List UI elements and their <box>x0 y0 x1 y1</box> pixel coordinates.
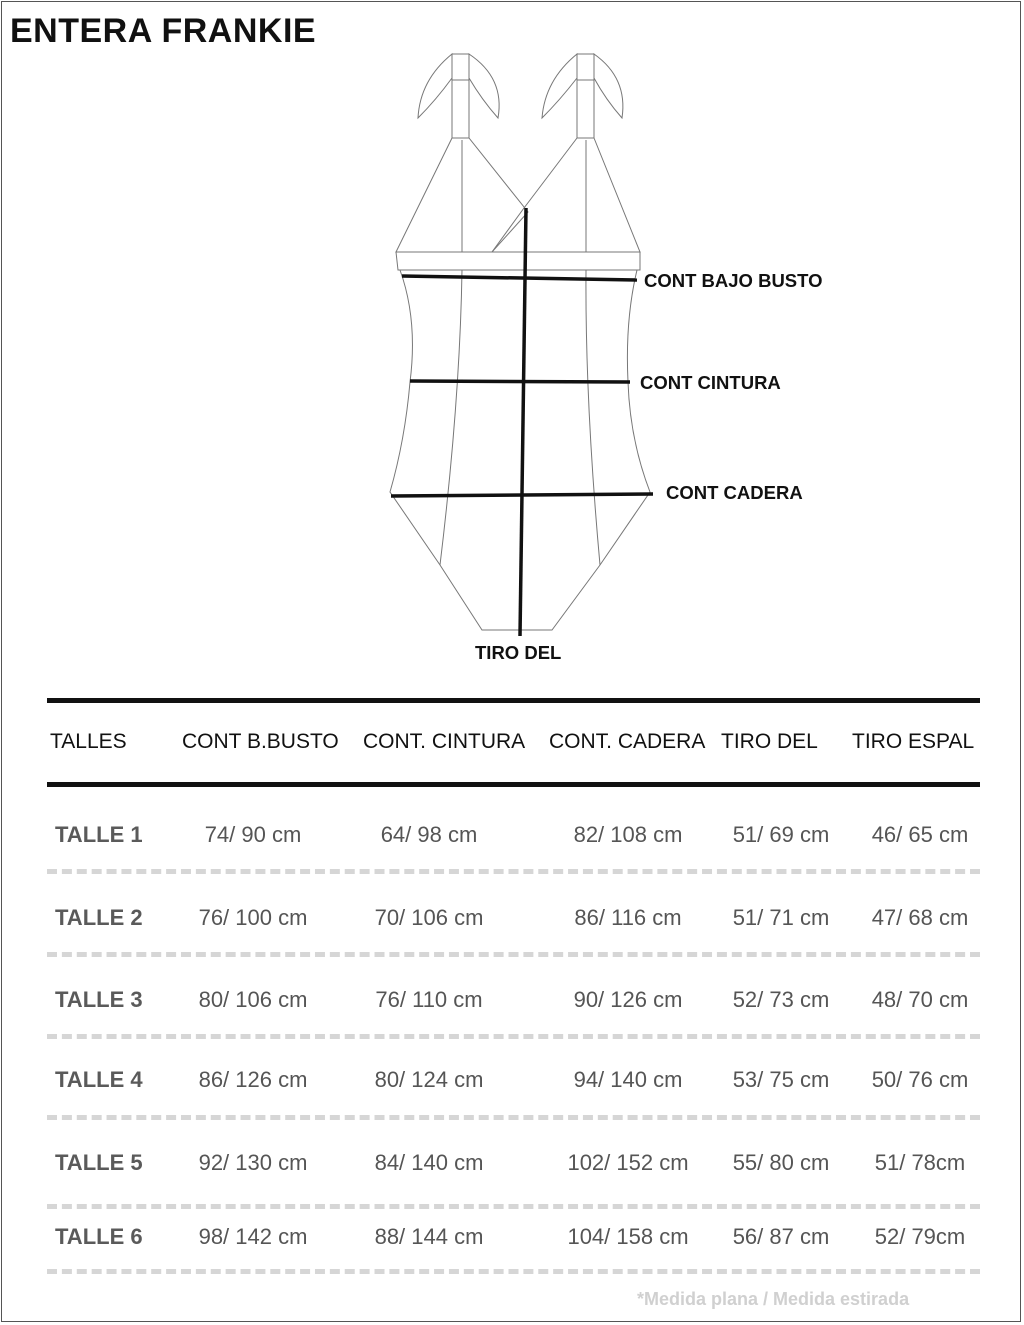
label-tiro-del: TIRO DEL <box>475 642 562 663</box>
table-cell: 74/ 90 cm <box>204 822 302 847</box>
table-cell: 92/ 130 cm <box>198 1150 308 1175</box>
table-cell: 84/ 140 cm <box>374 1150 484 1175</box>
table-top-rule <box>47 698 980 703</box>
table-cell: 64/ 98 cm <box>380 822 478 847</box>
size-label: TALLE 1 <box>55 822 143 847</box>
header-cont-bbusto: CONT B.BUSTO <box>182 730 339 753</box>
table-cell: 53/ 75 cm <box>732 1067 830 1092</box>
size-label: TALLE 2 <box>55 905 143 930</box>
table-cell: 56/ 87 cm <box>732 1224 830 1249</box>
header-cont-cintura: CONT. CINTURA <box>363 730 526 753</box>
table-cell: 90/ 126 cm <box>573 987 683 1012</box>
table-cell: 47/ 68 cm <box>871 905 969 930</box>
table-cell: 80/ 106 cm <box>198 987 308 1012</box>
label-cintura: CONT CINTURA <box>640 372 781 393</box>
row-divider <box>47 1204 980 1209</box>
table-cell: 52/ 73 cm <box>732 987 830 1012</box>
table-header-rule <box>47 782 980 787</box>
table-row <box>0 905 1024 945</box>
table-row <box>0 987 1024 1027</box>
table-cell: 94/ 140 cm <box>573 1067 683 1092</box>
table-row <box>0 1150 1024 1190</box>
page-title: ENTERA FRANKIE <box>10 12 317 50</box>
header-talles: TALLES <box>50 730 127 753</box>
table-cell: 51/ 71 cm <box>732 905 830 930</box>
table-cell: 98/ 142 cm <box>198 1224 308 1249</box>
label-cadera: CONT CADERA <box>666 482 803 503</box>
footnote: *Medida plana / Medida estirada <box>637 1289 910 1309</box>
row-divider <box>47 1034 980 1039</box>
table-cell: 70/ 106 cm <box>374 905 484 930</box>
header-tiro-espal: TIRO ESPAL <box>852 730 975 753</box>
header-cont-cadera: CONT. CADERA <box>549 730 706 753</box>
row-divider <box>47 869 980 874</box>
table-cell: 86/ 126 cm <box>198 1067 308 1092</box>
row-divider <box>47 1269 980 1274</box>
row-divider <box>47 1115 980 1120</box>
header-tiro-del: TIRO DEL <box>721 730 818 753</box>
table-cell: 51/ 78cm <box>874 1150 966 1175</box>
table-cell: 82/ 108 cm <box>573 822 683 847</box>
size-label: TALLE 3 <box>55 987 143 1012</box>
table-cell: 46/ 65 cm <box>871 822 969 847</box>
table-row <box>0 822 1024 862</box>
row-divider <box>47 952 980 957</box>
table-cell: 50/ 76 cm <box>871 1067 969 1092</box>
table-cell: 102/ 152 cm <box>567 1150 689 1175</box>
table-cell: 52/ 79cm <box>874 1224 966 1249</box>
table-cell: 88/ 144 cm <box>374 1224 484 1249</box>
size-label: TALLE 5 <box>55 1150 143 1175</box>
table-cell: 86/ 116 cm <box>574 905 682 930</box>
table-row <box>0 1067 1024 1107</box>
size-label: TALLE 6 <box>55 1224 143 1249</box>
table-row <box>0 1224 1024 1264</box>
table-cell: 76/ 100 cm <box>198 905 308 930</box>
label-bajo-busto: CONT BAJO BUSTO <box>644 270 823 291</box>
table-cell: 51/ 69 cm <box>732 822 830 847</box>
table-cell: 104/ 158 cm <box>567 1224 689 1249</box>
table-cell: 55/ 80 cm <box>732 1150 830 1175</box>
table-cell: 76/ 110 cm <box>375 987 483 1012</box>
size-label: TALLE 4 <box>55 1067 143 1092</box>
table-cell: 48/ 70 cm <box>871 987 969 1012</box>
table-cell: 80/ 124 cm <box>374 1067 484 1092</box>
